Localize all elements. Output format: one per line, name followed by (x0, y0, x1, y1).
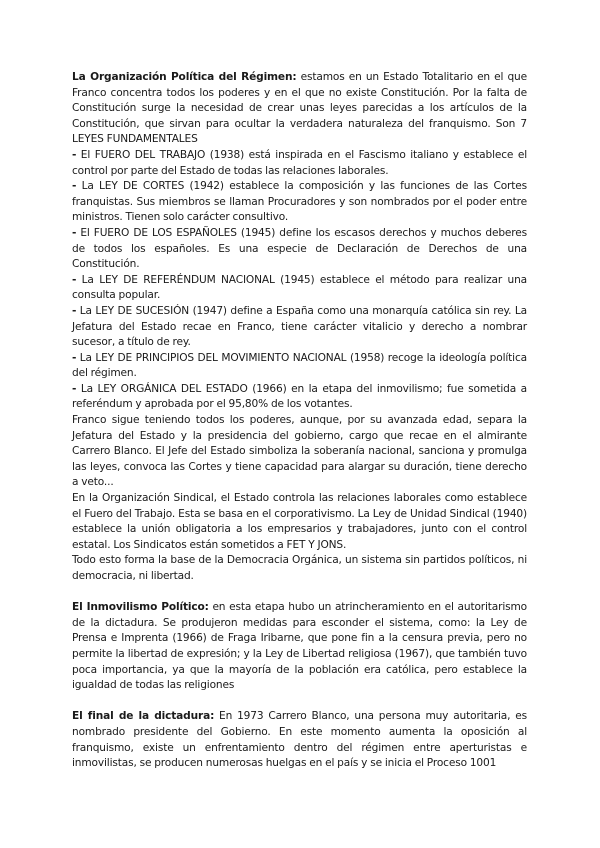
section-heading-final-dictadura: El final de la dictadura: (72, 710, 215, 723)
law-item (72, 226, 527, 273)
law-text: El FUERO DEL TRABAJO (1938) está inspirada en el Fascismo italiano y establece el control por parte del Estado de todas las relaciones laborales. (72, 148, 527, 177)
list-bullet: - (72, 351, 77, 364)
list-bullet: - (72, 273, 77, 286)
section-organizacion-text: estamos en un Estado Totalitario en el que Franco concentra todos los poderes y en el que no existe Constitución. Por la falta de Constitución surge la necesidad de crear unas leyes parecidas a los artículos de la Constitución, que sirvan para ocultar la verdadera naturaleza del franquismo. Son 7 LEYES FUNDAMENTALES (72, 71, 527, 146)
law-item (72, 382, 527, 413)
law-text: La LEY ORGÁNICA DEL ESTADO (1966) en la etapa del inmovilismo; fue sometida a referéndum y aprobada por el 95,80% de los votantes. (72, 382, 527, 411)
section-final-dictadura (72, 709, 527, 771)
law-text: El FUERO DE LOS ESPAÑOLES (1945) define los escasos derechos y muchos deberes de todos los españoles. Es una especie de Declaración de Derechos de una Constitución. (72, 226, 527, 271)
law-text: La LEY DE PRINCIPIOS DEL MOVIMIENTO NACIONAL (1958) recoge la ideología política del régimen. (72, 351, 527, 380)
list-bullet: - (72, 304, 77, 317)
paragraph-spacer (72, 585, 527, 601)
law-text: La LEY DE SUCESIÓN (1947) define a España como una monarquía católica sin rey. La Jefatura del Estado recae en Franco, tiene carácter vitalicio y derecho a nombrar sucesor, a título de rey. (72, 304, 527, 349)
law-text: La LEY DE CORTES (1942) establece la composición y las funciones de las Cortes franquistas. Sus miembros se llaman Procuradores y son nombrados por el poder entre ministros. Tienen solo carácter consultivo. (72, 180, 527, 224)
paragraph-organizacion-sindical: En la Organización Sindical, el Estado controla las relaciones laborales como establece el Fuero del Trabajo. Esta se basa en el corporativismo. La Ley de Unidad Sindical (1940) establece la unión obligatoria a los empresarios y trabajadores, junto con el control estatal. Los Sindicatos están sometidos a FET Y JONS. (72, 492, 527, 551)
section-heading-organizacion: La Organización Política del Régimen: (72, 71, 297, 83)
list-bullet: - (72, 180, 77, 193)
paragraph-franco-poderes: Franco sigue teniendo todos los poderes, aunque, por su avanzada edad, separa la Jefatura del Estado y la presidencia del gobierno, cargo que recae en el almirante Carrero Blanco. El Jefe del Estado simboliza la soberanía nacional, sanciona y promulga las leyes, convoca las Cortes y tiene capacidad para alargar su duración, tiene derecho a veto... (72, 414, 527, 489)
law-item (72, 351, 527, 382)
list-bullet: - (72, 382, 77, 395)
section-heading-inmovilismo: El Inmovilismo Político: (72, 601, 209, 614)
law-item (72, 148, 527, 179)
section-inmovilismo-text: en esta etapa hubo un atrincheramiento en el autoritarismo de la dictadura. Se produjeron medidas para esconder el sistema, como: la Ley de Prensa e Imprenta (1966) de Fraga Iribarne, que pone fin a la censura previa, pero no permite la libertad de expresión; y la Ley de Libertad religiosa (1967), que también tuvo poca importancia, ya que la mayoría de la población era católica, pero establece la igualdad de todas las religiones (72, 601, 527, 692)
law-item (72, 273, 527, 304)
section-organizacion-intro (72, 70, 527, 148)
law-text: La LEY DE REFERÉNDUM NACIONAL (1945) establece el método para realizar una consulta popular. (72, 273, 527, 302)
section-final-dictadura-text: En 1973 Carrero Blanco, una persona muy autoritaria, es nombrado presidente del Gobierno. En este momento aumenta la oposición al franquismo, existe un enfrentamiento dentro del régimen entre aperturistas e inmovilistas, se producen numerosas huelgas en el país y se inicia el Proceso 1001 (72, 710, 527, 770)
document-body (72, 70, 527, 772)
law-item (72, 304, 527, 351)
list-bullet: - (72, 148, 77, 161)
paragraph-democracia-organica: Todo esto forma la base de la Democracia Orgánica, un sistema sin partidos políticos, ni democracia, ni libertad. (72, 554, 527, 582)
paragraph-spacer (72, 694, 527, 710)
section-inmovilismo (72, 600, 527, 694)
law-item (72, 179, 527, 226)
list-bullet: - (72, 226, 77, 239)
